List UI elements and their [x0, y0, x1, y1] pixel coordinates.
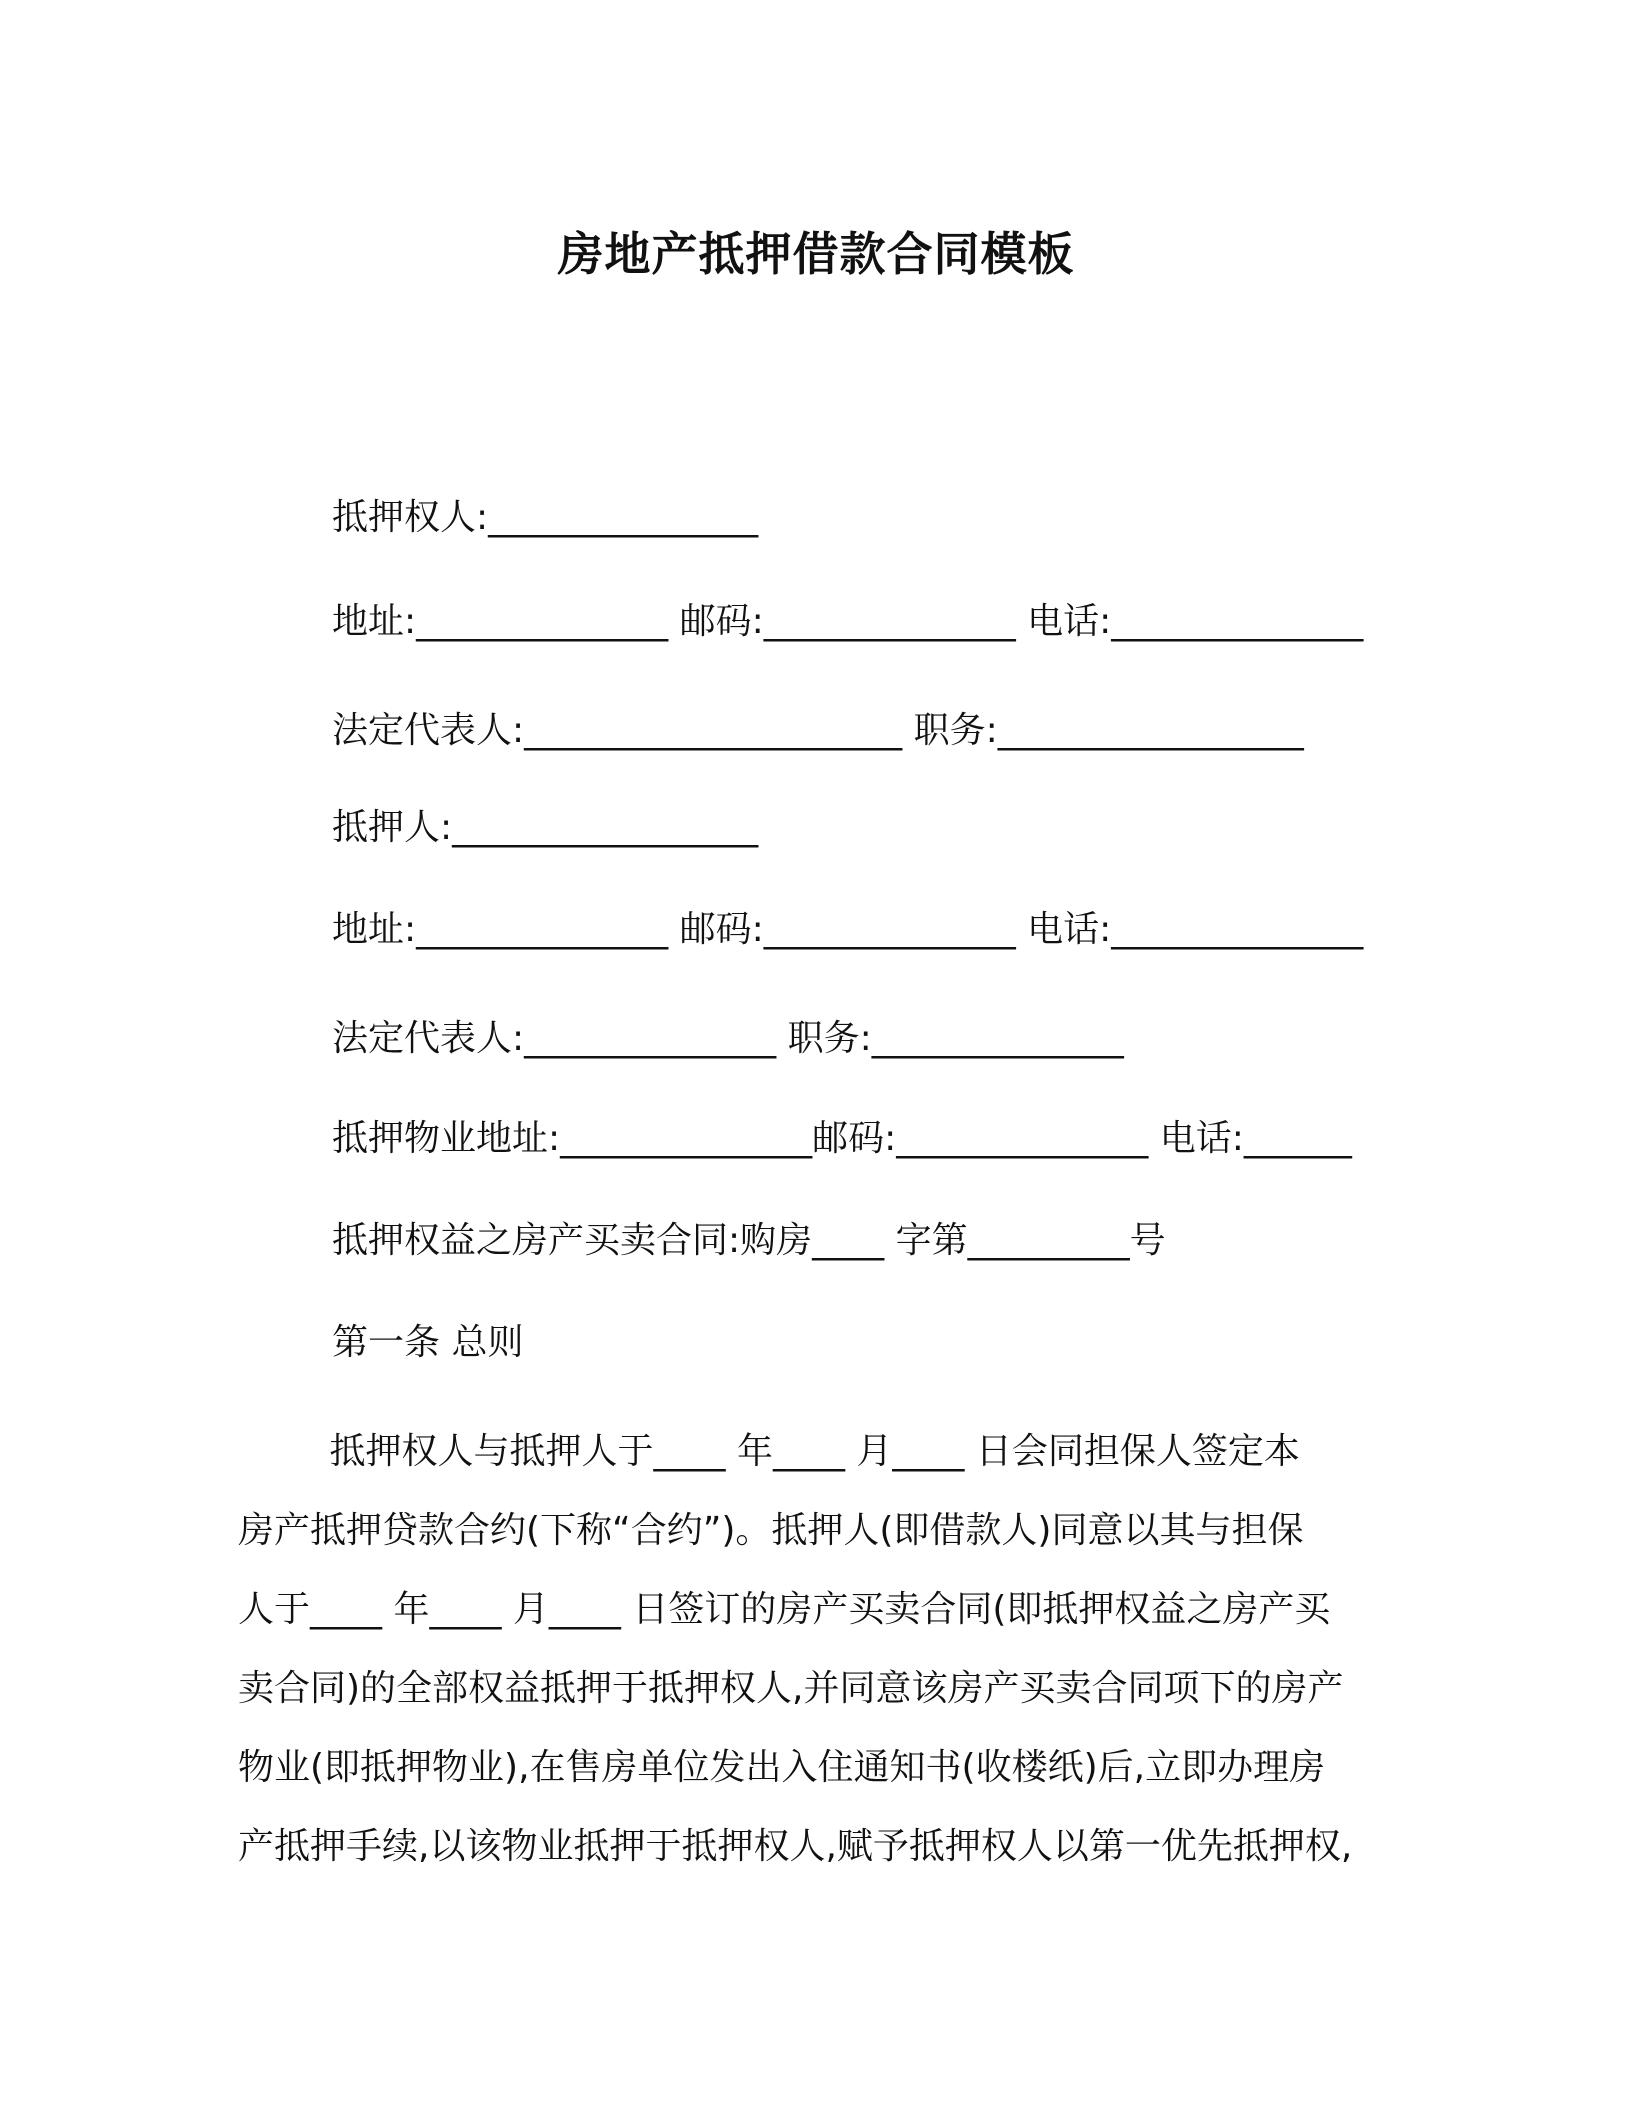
property-address-field: 抵押物业地址:______________邮码:______________ 电话:______	[332, 1118, 1352, 1159]
paragraph-line: 抵押权人与抵押人于____ 年____ 月____ 日会同担保人签定本	[238, 1431, 1300, 1472]
paragraph-line: 房产抵押贷款合约(下称“合约”)。抵押人(即借款人)同意以其与担保	[238, 1510, 1304, 1551]
paragraph-line: 人于____ 年____ 月____ 日签订的房产买卖合同(即抵押权益之房产买	[238, 1589, 1331, 1630]
mortgagee-contact-field: 地址:______________ 邮码:______________ 电话:______________	[332, 601, 1364, 642]
paragraph-line: 产抵押手续,以该物业抵押于抵押权人,赋予抵押权人以第一优先抵押权,	[238, 1826, 1353, 1867]
mortgagor-contact-field: 地址:______________ 邮码:______________ 电话:______________	[332, 909, 1364, 950]
paragraph-line: 物业(即抵押物业),在售房单位发出入住通知书(收楼纸)后,立即办理房	[238, 1747, 1326, 1788]
mortgagor-field: 抵押人:_________________	[332, 807, 759, 848]
paragraph-line: 卖合同)的全部权益抵押于抵押权人,并同意该房产买卖合同项下的房产	[238, 1668, 1344, 1709]
mortgagee-field: 抵押权人:_______________	[332, 497, 759, 538]
mortgagor-representative-field: 法定代表人:______________ 职务:______________	[332, 1018, 1124, 1059]
purchase-contract-field: 抵押权益之房产买卖合同:购房____ 字第_________号	[332, 1220, 1166, 1261]
mortgagee-representative-field: 法定代表人:_____________________ 职务:_________________	[332, 710, 1304, 751]
article-one-paragraph	[238, 1412, 1378, 1886]
document-title: 房地产抵押借款合同模板	[557, 227, 1075, 281]
article-one-heading: 第一条 总则	[332, 1322, 524, 1363]
